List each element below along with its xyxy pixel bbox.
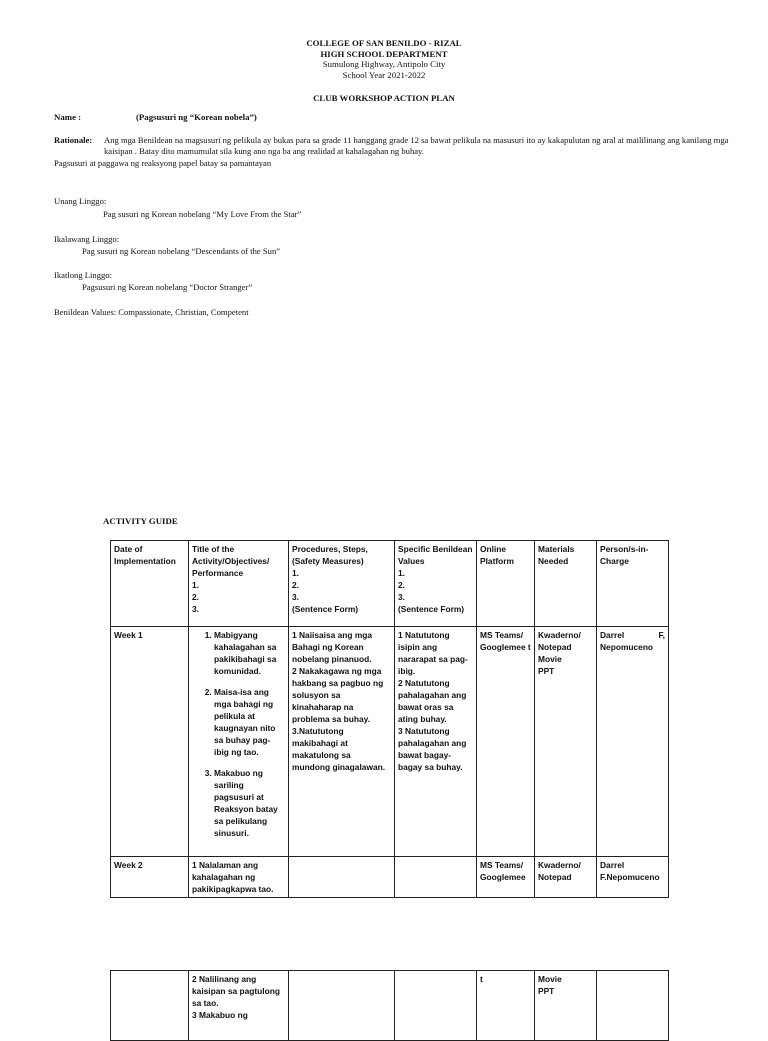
continued-objectives: 2 Nalilinang ang kaisipan sa pagtulong sa tao. 3 Makabuo ng (189, 971, 289, 1041)
header-platform: Online Platform (477, 541, 535, 627)
activity-guide-title: ACTIVITY GUIDE (103, 516, 178, 526)
name-value: (Pagsusuri ng “Korean nobela”) (136, 112, 257, 122)
continued-values (395, 971, 477, 1041)
document-header (0, 38, 768, 80)
rationale (54, 135, 744, 156)
week-2-cell: Week 2 (111, 857, 189, 898)
continued-person (597, 971, 669, 1041)
week-1-objectives (189, 627, 289, 857)
address: Sumulong Highway, Antipolo City (322, 59, 446, 69)
week-2-text: Pag susuri ng Korean nobelang “Descendants of the Sun” (82, 246, 281, 256)
week-2-objective: 1 Nalalaman ang kahalagahan ng pakikipagkapwa tao. (189, 857, 289, 898)
continued-platform: t (477, 971, 535, 1041)
header-materials: Materials Needed (535, 541, 597, 627)
name-row (54, 112, 257, 123)
name-label: Name : (54, 112, 82, 122)
header-person: Person/s-in-Charge (597, 541, 669, 627)
objective-item: 1. Mabigyang kahalagahan sa pakikibahagi sa komunidad. (214, 629, 285, 677)
week-3-label: Ikatlong Linggo: (54, 270, 112, 280)
week-1-platform: MS Teams/ Googlemee t (477, 627, 535, 857)
school-year: School Year 2021-2022 (342, 69, 426, 80)
activity-guide-table-continued (110, 970, 669, 1041)
week-1-materials: Kwaderno/ Notepad Movie PPT (535, 627, 597, 857)
week-1-person: Darrel F, Nepomuceno (597, 627, 669, 857)
plan-title: CLUB WORKSHOP ACTION PLAN (313, 93, 455, 103)
assessment-line: Pagsusuri at paggawa ng reaksyong papel batay sa pamantayan (54, 158, 272, 168)
continued-materials: Movie PPT (535, 971, 597, 1041)
week-2-procedures (289, 857, 395, 898)
header-title: Title of the Activity/Objectives/ Performance 1. 2. 3. (189, 541, 289, 627)
rationale-label: Rationale: (54, 135, 93, 145)
table-row-week-1 (111, 627, 669, 857)
week-2-label: Ikalawang Linggo: (54, 234, 120, 244)
week-2-platform: MS Teams/ Googlemee (477, 857, 535, 898)
rationale-text: Ang mga Benildean na magsusuri ng pelikula ay bukas para sa grade 11 hanggang grade 12 sa bawat pelikula na masusuri ito ay kakapulutan ng aral at maililinang ang kanilang mga kaisipan . Batay dito mamumulat sila kung ano nga ba ang realidad at kahalagahan ng buhay. (104, 135, 729, 156)
week-1-values: 1 Natututong isipin ang nararapat sa pag-ibig. 2 Natututong pahalagahan ang bawat oras sa ating buhay. 3 Natututong pahalagahan ang bawat bagay-bagay sa buhay. (395, 627, 477, 857)
week-1-text: Pag susuri ng Korean nobelang “My Love From the Star” (103, 209, 302, 219)
continued-date (111, 971, 189, 1041)
week-1-cell: Week 1 (111, 627, 189, 857)
header-procedures: Procedures, Steps, (Safety Measures) 1. 2. 3. (Sentence Form) (289, 541, 395, 627)
table-row-week-2 (111, 857, 669, 898)
continued-procedures (289, 971, 395, 1041)
header-values: Specific Benildean Values 1. 2. 3. (Sentence Form) (395, 541, 477, 627)
week-2-values (395, 857, 477, 898)
table-row-continued (111, 971, 669, 1041)
week-3-text: Pagsusuri ng Korean nobelang “Doctor Stranger” (82, 282, 253, 292)
header-date: Date of Implementation (111, 541, 189, 627)
activity-guide-table (110, 540, 669, 898)
benildean-values-line: Benildean Values: Compassionate, Christian, Competent (54, 307, 249, 317)
week-1-label: Unang Linggo: (54, 196, 107, 206)
college-name: COLLEGE OF SAN BENILDO - RIZAL (306, 38, 462, 48)
week-1-procedures: 1 Naiisaisa ang mga Bahagi ng Korean nobelang pinanuod. 2 Nakakagawa ng mga hakbang sa pagbuo ng solusyon sa kinahaharap na problema sa buhay. 3.Natututong makibahagi at makatulong sa mundong ginagalawan. (289, 627, 395, 857)
week-2-person: Darrel F.Nepomuceno (597, 857, 669, 898)
department-name: HIGH SCHOOL DEPARTMENT (320, 48, 448, 59)
objective-item: 2. Maisa-isa ang mga bahagi ng pelikula at kaugnayan nito sa buhay pag-ibig ng tao. (214, 686, 285, 758)
objective-item: 3. Makabuo ng sariling pagsusuri at Reaksyon batay sa pelikulang sinusuri. (214, 767, 285, 839)
week-2-materials: Kwaderno/ Notepad (535, 857, 597, 898)
table-header-row (111, 541, 669, 627)
